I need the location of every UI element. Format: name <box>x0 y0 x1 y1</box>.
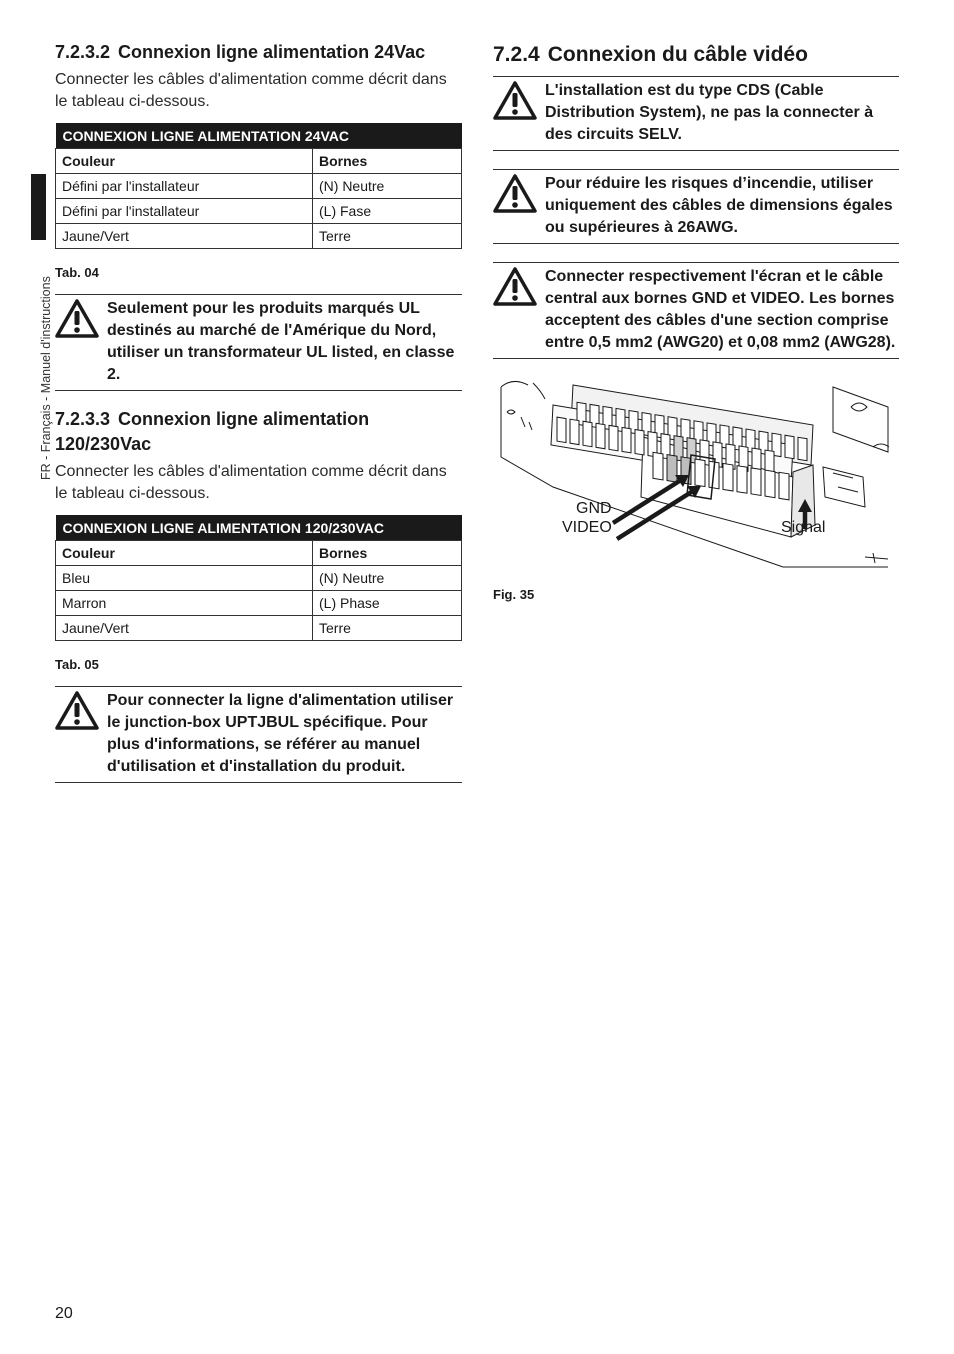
warning-box <box>493 262 899 359</box>
table-cell: (N) Neutre <box>313 174 462 199</box>
warning-box <box>493 169 899 244</box>
table-row <box>56 566 462 591</box>
label-signal: Signal <box>781 519 826 536</box>
section-230-number: 7.2.3.3 <box>55 409 111 429</box>
section-video-number: 7.2.4 <box>493 43 540 66</box>
table-cell: Bleu <box>56 566 313 591</box>
table-row <box>56 616 462 641</box>
table-cell: (N) Neutre <box>313 566 462 591</box>
left-column <box>55 40 462 783</box>
warning-box <box>493 76 899 151</box>
table-caption: Tab. 05 <box>55 657 99 672</box>
warning-box <box>55 294 462 391</box>
section-video-title: Connexion du câble vidéo <box>547 43 808 66</box>
figure-caption: Fig. 35 <box>493 587 535 602</box>
label-gnd: GND <box>576 500 612 517</box>
table-cell: (L) Fase <box>313 199 462 224</box>
section-video-heading <box>493 40 899 70</box>
table-24vac-col-bornes: Bornes <box>313 149 462 174</box>
table-230vac-col-couleur: Couleur <box>56 541 313 566</box>
terminal-block-figure <box>493 377 899 573</box>
warning-text: Pour réduire les risques d’incendie, utiliser uniquement des câbles de dimensions égales ou supérieures à 26AWG. <box>545 175 893 236</box>
table-cell: Terre <box>313 616 462 641</box>
table-cell: Jaune/Vert <box>56 224 313 249</box>
side-tab-marker <box>31 174 46 240</box>
right-column <box>493 40 899 616</box>
table-row <box>56 199 462 224</box>
table-24vac <box>55 123 462 249</box>
warning-triangle-icon <box>493 81 537 121</box>
table-row <box>56 591 462 616</box>
page-number: 20 <box>55 1305 73 1322</box>
warning-triangle-icon <box>493 267 537 307</box>
table-cell: Défini par l'installateur <box>56 199 313 224</box>
table-cell: Jaune/Vert <box>56 616 313 641</box>
table-230vac-title: CONNEXION LIGNE ALIMENTATION 120/230VAC <box>56 515 462 541</box>
warning-triangle-icon <box>55 299 99 339</box>
warning-triangle-icon <box>55 691 99 731</box>
warning-text: L'installation est du type CDS (Cable Distribution System), ne pas la connecter à des circuits SELV. <box>545 82 874 143</box>
table-24vac-col-couleur: Couleur <box>56 149 313 174</box>
table-cell: Défini par l'installateur <box>56 174 313 199</box>
warning-box <box>55 686 462 783</box>
warning-triangle-icon <box>493 174 537 214</box>
section-230-title: Connexion ligne alimentation 120/230Vac <box>55 409 370 454</box>
section-230-intro: Connecter les câbles d'alimentation comme décrit dans le tableau ci-dessous. <box>55 463 447 502</box>
table-cell: (L) Phase <box>313 591 462 616</box>
section-24-number: 7.2.3.2 <box>55 42 111 62</box>
table-230vac <box>55 515 462 641</box>
table-cell: Marron <box>56 591 313 616</box>
section-24-heading <box>55 40 462 65</box>
table-row <box>56 224 462 249</box>
section-24-title: Connexion ligne alimentation 24Vac <box>118 42 426 62</box>
warning-text: Connecter respectivement l'écran et le câble central aux bornes GND et VIDEO. Les bornes acceptent des câbles d'une section comprise entre 0,5 mm2 (AWG20) et 0,08 mm2 (AWG28). <box>545 268 896 351</box>
table-230vac-col-bornes: Bornes <box>313 541 462 566</box>
section-24-intro: Connecter les câbles d'alimentation comme décrit dans le tableau ci-dessous. <box>55 71 447 110</box>
section-230-heading <box>55 407 462 457</box>
warning-text: Seulement pour les produits marqués UL destinés au marché de l'Amérique du Nord, utiliser un transformateur UL listed, en classe 2. <box>107 300 455 383</box>
table-caption: Tab. 04 <box>55 265 99 280</box>
warning-text: Pour connecter la ligne d'alimentation utiliser le junction-box UPTJBUL spécifique. Pour plus d'informations, se référer au manuel d'utilisation et d'installation du produit. <box>107 692 454 775</box>
terminal-block-drawing <box>493 377 899 573</box>
table-cell: Terre <box>313 224 462 249</box>
table-row <box>56 174 462 199</box>
label-video: VIDEO <box>562 519 612 536</box>
table-24vac-title: CONNEXION LIGNE ALIMENTATION 24VAC <box>56 123 462 149</box>
sidebar-label: FR - Français - Manuel d'instructions <box>39 276 53 480</box>
